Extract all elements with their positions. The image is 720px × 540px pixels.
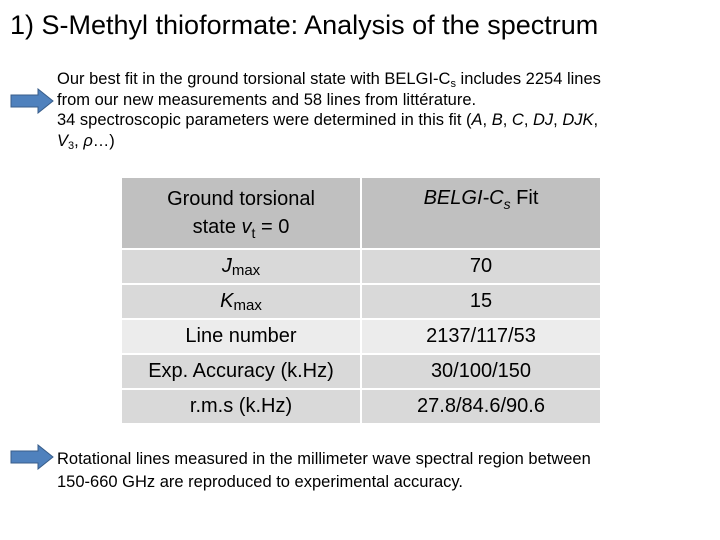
header-ground-state: Ground torsional state $v_t = 0$ bbox=[122, 178, 360, 248]
row-label-jmax: Jmax bbox=[122, 250, 360, 283]
row-value: 70 bbox=[362, 250, 600, 283]
table-row bbox=[122, 320, 600, 353]
table-header-row bbox=[122, 178, 600, 248]
right-arrow-icon bbox=[10, 444, 54, 470]
row-value: 15 bbox=[362, 285, 600, 318]
row-value: 27.8/84.6/90.6 bbox=[362, 390, 600, 423]
row-label-rms: r.m.s (k.Hz) bbox=[122, 390, 360, 423]
intro-line-1: Our best fit in the ground torsional state with BELGI-$C_s$ includes 2254 lines bbox=[57, 70, 601, 90]
conclusion-line-1: Rotational lines measured in the millimeter wave spectral region between bbox=[57, 450, 591, 468]
row-value: 30/100/150 bbox=[362, 355, 600, 388]
fit-parameters-table bbox=[120, 176, 602, 425]
intro-line-2: from our new measurements and 58 lines from littérature. bbox=[57, 90, 477, 109]
intro-line-3: 34 spectroscopic parameters were determined in this fit (A, B, C, DJ, DJK, bbox=[57, 111, 599, 129]
table-row bbox=[122, 250, 600, 283]
conclusion-line-2: 150-660 GHz are reproduced to experimental accuracy. bbox=[57, 473, 463, 491]
table-row bbox=[122, 285, 600, 318]
intro-line-4: $V_3$, ρ…) bbox=[57, 131, 115, 152]
row-label-line-number: Line number bbox=[122, 320, 360, 353]
row-label-kmax: Kmax bbox=[122, 285, 360, 318]
table-row bbox=[122, 390, 600, 423]
header-belgi-fit: BELGI-$C_s$ Fit bbox=[362, 178, 600, 248]
intro-paragraph bbox=[57, 69, 717, 151]
row-value: 2137/117/53 bbox=[362, 320, 600, 353]
right-arrow-icon bbox=[10, 88, 54, 114]
table-row bbox=[122, 355, 600, 388]
conclusion-paragraph bbox=[57, 448, 717, 494]
row-label-exp-accuracy: Exp. Accuracy (k.Hz) bbox=[122, 355, 360, 388]
slide-title: 1) S-Methyl thioformate: Analysis of the spectrum bbox=[10, 10, 599, 40]
